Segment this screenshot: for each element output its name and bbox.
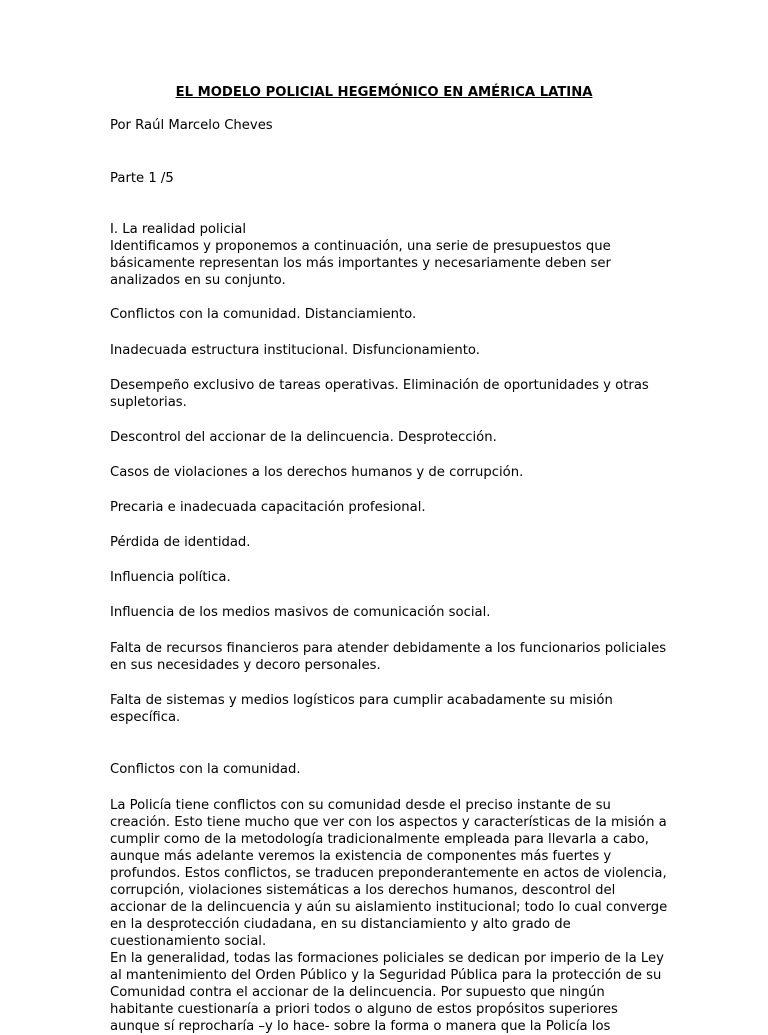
list-item: Desempeño exclusivo de tareas operativas. Eliminación de oportunidades y otras supletorias. — [110, 378, 649, 410]
list-item: Falta de sistemas y medios logísticos para cumplir acabadamente su misión específica. — [110, 693, 613, 725]
list-item: Conflictos con la comunidad. Distanciamiento. — [110, 307, 417, 322]
part-label: Parte 1 /5 — [110, 171, 174, 186]
list-item: Influencia de los medios masivos de comunicación social. — [110, 605, 491, 620]
list-item: Influencia política. — [110, 570, 231, 585]
list-item: Precaria e inadecuada capacitación profesional. — [110, 500, 426, 515]
body-paragraph: En la generalidad, todas las formaciones policiales se dedican por imperio de la Ley al mantenimiento del Orden Público y la Seguridad Pública para la protección de su Comunidad contra el accionar de la delincuencia. Por supuesto que ningún habitante cuestionaría a priori todos o alguno de estos propósitos superiores aunque sí reprocharía –y lo hace- sobre la forma o manera que la Policía los — [110, 951, 664, 1034]
list-item: Casos de violaciones a los derechos humanos y de corrupción. — [110, 465, 524, 480]
list-item: Descontrol del accionar de la delincuencia. Desprotección. — [110, 430, 497, 445]
list-item: Inadecuada estructura institucional. Disfuncionamiento. — [110, 343, 480, 358]
section-heading: I. La realidad policial — [110, 222, 246, 237]
list-item: Falta de recursos financieros para atender debidamente a los funcionarios policiales en sus necesidades y decoro personales. — [110, 641, 667, 673]
body-paragraph: La Policía tiene conflictos con su comunidad desde el preciso instante de su creación. Esto tiene mucho que ver con los aspectos y características de la misión a cumplir como de la metodología tradicionalmente empleada para llevarla a cabo, aunque más adelante veremos la existencia de componentes más fuertes y profundos. Estos conflictos, se traducen preponderantemente en actos de violencia, corrupción, violaciones sistemáticas a los derechos humanos, descontrol del accionar de la delincuencia y aún su aislamiento institucional; todo lo cual converge en la desprotección ciudadana, en su distanciamiento y alto grado de cuestionamiento social. — [110, 798, 668, 949]
intro-paragraph: Identificamos y proponemos a continuación, una serie de presupuestos que básicamente representan los más importantes y necesariamente deben ser analizados en su conjunto. — [110, 239, 611, 288]
document-title: EL MODELO POLICIAL HEGEMÓNICO EN AMÉRICA LATINA — [175, 85, 593, 100]
list-item: Pérdida de identidad. — [110, 535, 251, 550]
author-line: Por Raúl Marcelo Cheves — [110, 118, 273, 133]
subheading: Conflictos con la comunidad. — [110, 762, 301, 777]
